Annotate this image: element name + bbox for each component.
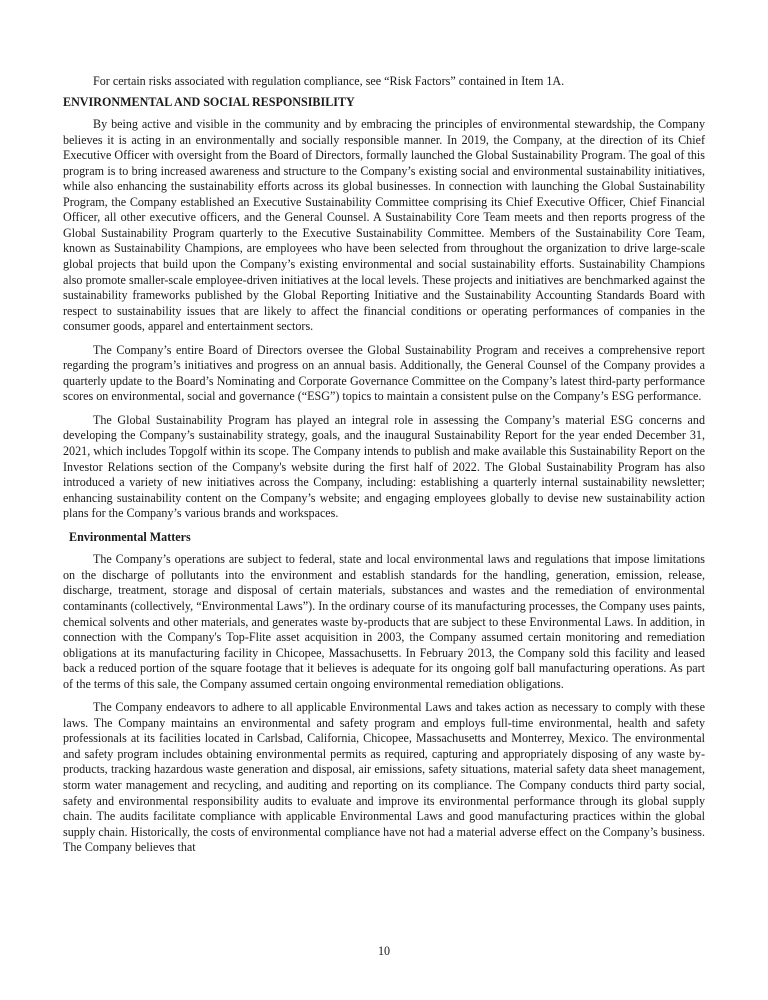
subsection-heading: Environmental Matters	[69, 529, 191, 544]
page-number: 10	[377, 944, 391, 958]
body-paragraph: By being active and visible in the community and by embracing the principles of environmental stewardship, the Company believes it is acting in an environmentally and socially responsible manner. In 2019, the Company, at the direction of its Chief Executive Officer with oversight from the Board of Directors, formally launched the Global Sustainability Program. The goal of this program is to bring increased awareness and structure to the Company’s existing social and environmental sustainability initiatives, while also enhancing the sustainability efforts across its global businesses. In connection with launching the Global Sustainability Program, the Company established an Executive Sustainability Committee comprising its Chief Executive Officer, Chief Financial Officer, all other executive officers, and the General Counsel. A Sustainability Core Team meets and then reports progress of the Global Sustainability Program quarterly to the Executive Sustainability Committee. Members of the Sustainability Core Team, known as Sustainability Champions, are employees who have been selected from throughout the organization to drive large-scale global projects that build upon the Company’s existing environmental and social sustainability efforts. Sustainability Champions also promote smaller-scale employee-driven initiatives at the local levels. These projects and initiatives are benchmarked against the sustainability frameworks published by the Global Reporting Initiative and the Sustainability Accounting Standards Board with respect to sustainability issues that are likely to affect the financial conditions or operating performances of companies in the consumer goods, apparel and entertainment sectors.	[63, 117, 705, 334]
section-heading: ENVIRONMENTAL AND SOCIAL RESPONSIBILITY	[63, 94, 355, 109]
lead-paragraph: For certain risks associated with regulation compliance, see “Risk Factors” contained in Item 1A.	[93, 74, 565, 88]
body-paragraph: The Company endeavors to adhere to all applicable Environmental Laws and takes action as necessary to comply with these laws. The Company maintains an environmental and safety program and employs full-time environmental, health and safety professionals at its facilities located in Carlsbad, California, Chicopee, Massachusetts and Monterrey, Mexico. The environmental and safety program includes obtaining environmental permits as required, capturing and appropriately disposing of any waste by-products, tracking hazardous waste generation and disposal, air emissions, safety situations, material safety data sheet management, storm water management and recycling, and auditing and reporting on its compliance. The Company conducts third party social, safety and environmental responsibility audits to evaluate and improve its environmental performance through its global supply chain. The audits facilitate compliance with applicable Environmental Laws and good manufacturing practices within the global supply chain. Historically, the costs of environmental compliance have not had a material adverse effect on the Company’s business. The Company believes that	[63, 700, 705, 855]
body-paragraph: The Company’s operations are subject to federal, state and local environmental laws and regulations that impose limitations on the discharge of pollutants into the environment and establish standards for the handling, generation, emission, release, discharge, treatment, storage and disposal of certain materials, substances and wastes and the remediation of environmental contaminants (collectively, “Environmental Laws”). In the ordinary course of its manufacturing processes, the Company uses paints, chemical solvents and other materials, and generates waste by-products that are subject to these Environmental Laws. In addition, in connection with the Company's Top-Flite asset acquisition in 2003, the Company assumed certain monitoring and remediation obligations at its manufacturing facility in Chicopee, Massachusetts. In February 2013, the Company sold this facility and leased back a reduced portion of the square footage that it believes is adequate for its ongoing golf ball manufacturing operations. As part of the terms of this sale, the Company assumed certain ongoing environmental remediation obligations.	[63, 552, 705, 691]
body-paragraph: The Global Sustainability Program has played an integral role in assessing the Company’s material ESG concerns and developing the Company’s sustainability strategy, goals, and the inaugural Sustainability Report for the year ended December 31, 2021, which includes Topgolf within its scope. The Company intends to publish and make available this Sustainability Report on the Investor Relations section of the Company's website during the first half of 2022. The Global Sustainability Program has also introduced a variety of new initiatives across the Company, including: establishing a quarterly internal sustainability newsletter; enhancing sustainability content on the Company’s website; and engaging employees globally to devise new sustainability action plans for the Company’s various brands and workspaces.	[63, 412, 705, 521]
body-paragraph: The Company’s entire Board of Directors oversee the Global Sustainability Program and receives a comprehensive report regarding the program’s initiatives and progress on an annual basis. Additionally, the General Counsel of the Company provides a quarterly update to the Board’s Nominating and Corporate Governance Committee on the Company’s latest third-party performance scores on environmental, social and governance (“ESG”) topics to maintain a consistent pulse on the Company’s ESG performance.	[63, 342, 705, 404]
document-page	[63, 74, 705, 864]
